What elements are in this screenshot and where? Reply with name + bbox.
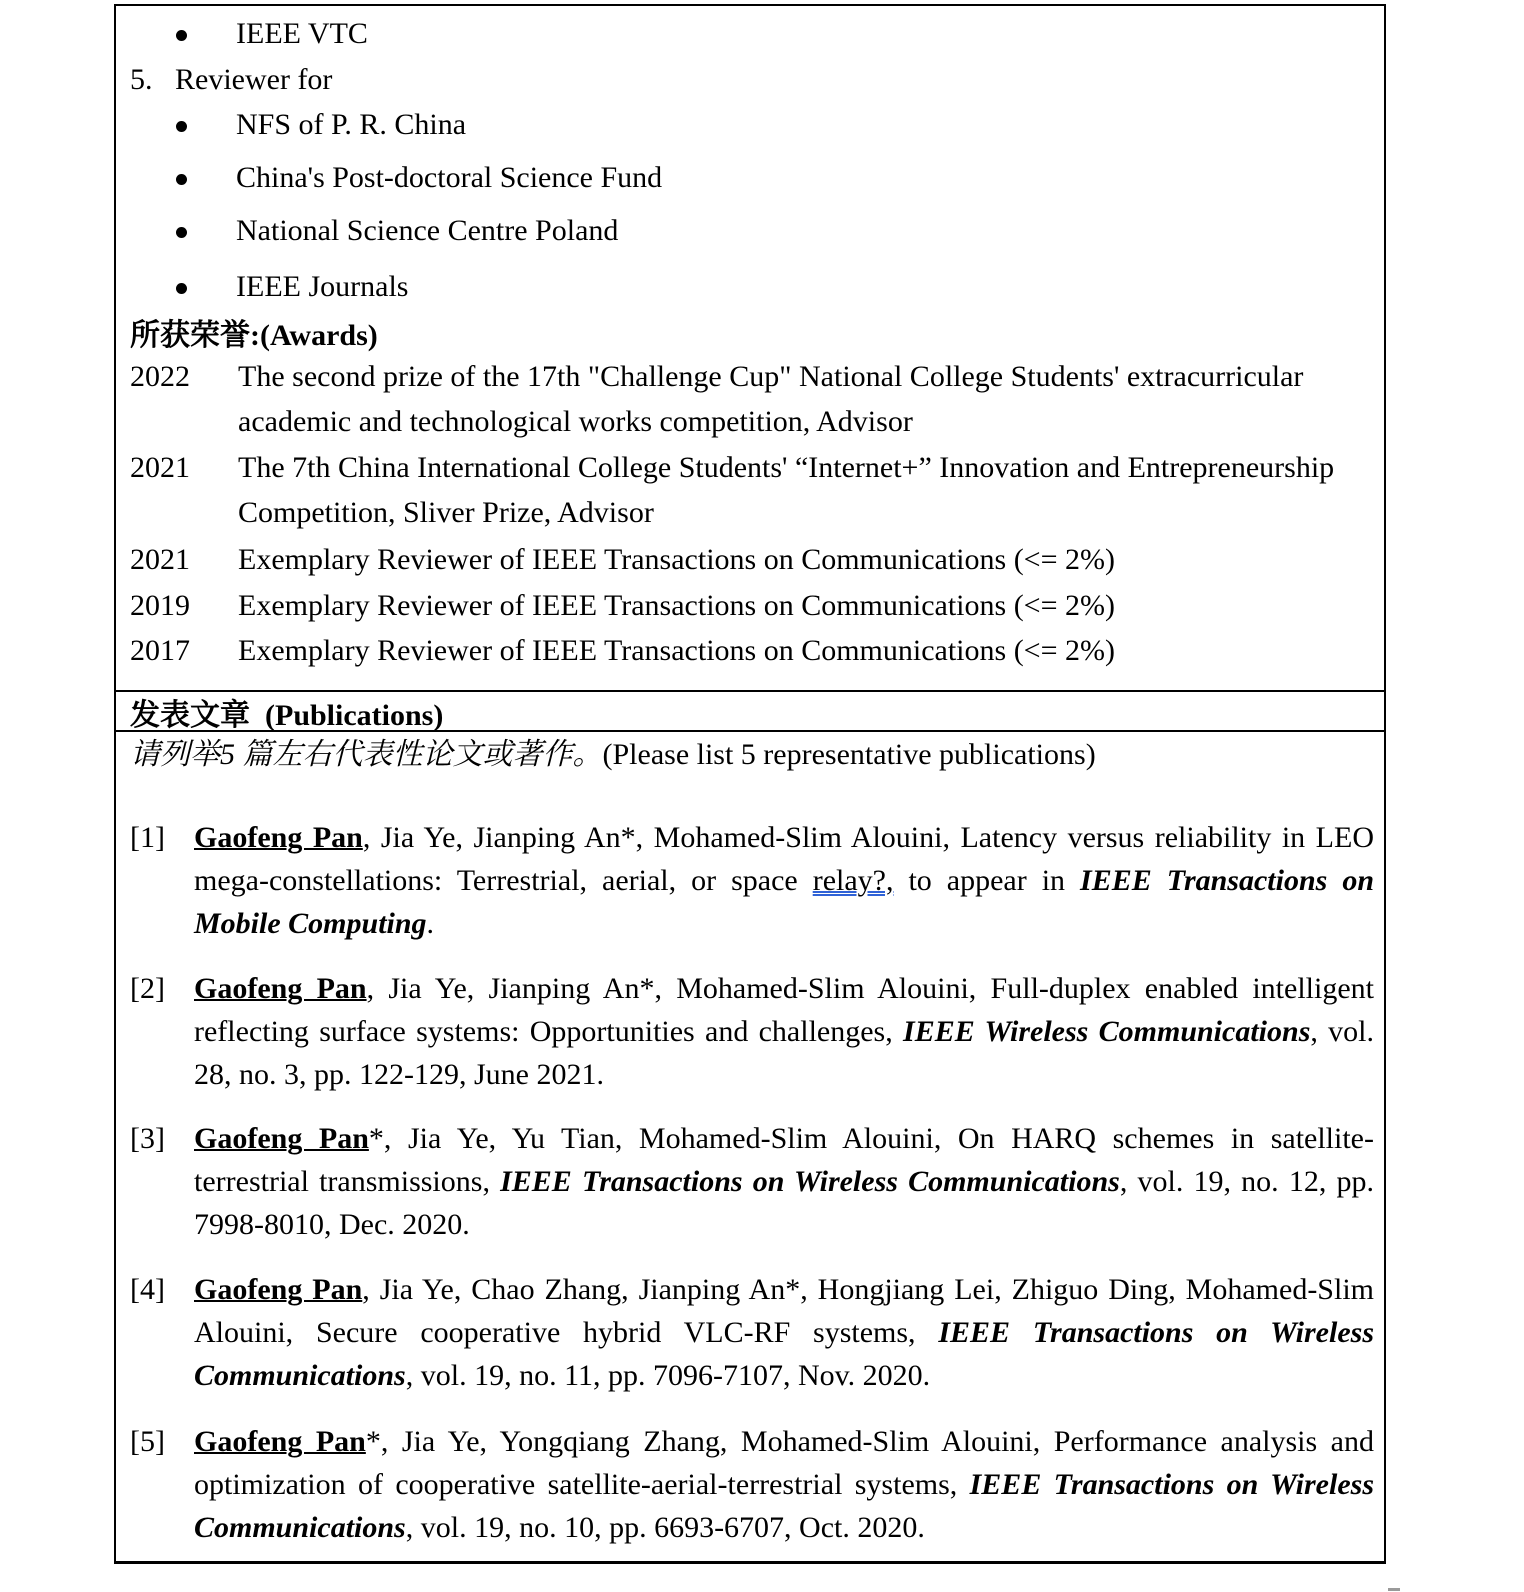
publication-item — [130, 1420, 1374, 1549]
instruction-en: (Please list 5 representative publications) — [602, 738, 1096, 771]
reviewer-item: China's Post-doctoral Science Fund — [236, 161, 663, 194]
publication-number: [3] — [130, 1122, 165, 1155]
author-name: Gaofeng Pan — [194, 1122, 369, 1155]
resize-handle[interactable] — [1388, 1588, 1400, 1591]
award-text: Exemplary Reviewer of IEEE Transactions on Communications (<= 2%) — [238, 589, 1116, 622]
document-table — [114, 4, 1386, 1564]
publication-venue: IEEE Transactions on Mobile Computing — [194, 864, 1375, 940]
instruction-cn: 请列举5 篇左右代表性论文或著作。 — [130, 738, 603, 771]
award-year: 2021 — [130, 451, 190, 484]
section-divider — [116, 730, 1384, 732]
awards-heading: 所获荣誉:(Awards) — [130, 319, 378, 352]
reviewer-item: IEEE Journals — [236, 270, 409, 303]
reviewer-label: Reviewer for — [175, 63, 333, 96]
bullet-icon — [176, 174, 187, 185]
publication-number: [4] — [130, 1273, 165, 1306]
publication-venue: IEEE Wireless Communications — [903, 1015, 1311, 1048]
award-text: The 7th China International College Students' “Internet+” Innovation and Entrepreneurship Competition, Sliver Prize, Advisor — [238, 451, 1335, 529]
publication-venue: IEEE Transactions on Wireless Communications — [500, 1165, 1120, 1198]
author-suffix: * — [368, 1122, 384, 1155]
award-year: 2021 — [130, 543, 190, 576]
publication-venue: IEEE Transactions on Wireless Communications — [194, 1468, 1374, 1544]
author-name: Gaofeng Pan — [194, 972, 367, 1005]
publication-tail: , vol. 28, no. 3, pp. 122-129, June 2021. — [194, 1015, 1374, 1091]
publication-tail: , vol. 19, no. 10, pp. 6693-6707, Oct. 2020. — [405, 1511, 925, 1544]
publication-venue: IEEE Transactions on Wireless Communications — [194, 1316, 1374, 1392]
publication-tail: , vol. 19, no. 12, pp. 7998-8010, Dec. 2020. — [194, 1165, 1374, 1241]
publication-number: [2] — [130, 972, 165, 1005]
award-year: 2017 — [130, 634, 190, 667]
bullet-icon — [176, 283, 187, 294]
service-item: IEEE VTC — [236, 17, 368, 50]
publication-details: , Jia Ye, Yu Tian, Mohamed-Slim Alouini, On HARQ schemes in satellite-terrestrial transmissions, — [194, 1122, 1374, 1198]
award-text: The second prize of the 17th "Challenge Cup" National College Students' extracurricular academic and technological works competition, Advisor — [238, 360, 1304, 438]
publication-item — [130, 816, 1374, 945]
publication-item — [130, 1117, 1374, 1246]
reviewer-number: 5. — [130, 63, 153, 96]
publication-details: , Jia Ye, Yongqiang Zhang, Mohamed-Slim Alouini, Performance analysis and optimization of cooperative satellite-aerial-terrestrial systems, — [194, 1425, 1374, 1501]
publication-tail: , vol. 19, no. 11, pp. 7096-7107, Nov. 2020. — [405, 1359, 931, 1392]
author-name: Gaofeng Pan — [194, 821, 363, 854]
award-text: Exemplary Reviewer of IEEE Transactions on Communications (<= 2%) — [238, 543, 1116, 576]
publication-details: , Jia Ye, Chao Zhang, Jianping An*, Hongjiang Lei, Zhiguo Ding, Mohamed-Slim Alouini, Secure cooperative hybrid VLC-RF systems, — [194, 1273, 1374, 1349]
publication-number: [1] — [130, 821, 165, 854]
author-name: Gaofeng Pan — [194, 1273, 363, 1306]
publication-tail: . — [426, 907, 435, 940]
publication-details: to appear in — [893, 864, 1081, 897]
award-year: 2022 — [130, 360, 190, 393]
publication-details: , Jia Ye, Jianping An*, Mohamed-Slim Alouini, Full-duplex enabled intelligent reflecting surface systems: Opportunities and challenges, — [194, 972, 1374, 1048]
publication-item — [130, 967, 1374, 1096]
bullet-icon — [176, 227, 187, 238]
section-divider — [116, 690, 1384, 692]
publication-details: , Jia Ye, Jianping An*, Mohamed-Slim Alouini, Latency versus reliability in LEO mega-constellations: Terrestrial, aerial, or space — [194, 821, 1374, 897]
publication-item — [130, 1268, 1374, 1397]
author-suffix: * — [365, 1425, 381, 1458]
bullet-icon — [176, 121, 187, 132]
spellcheck-flagged-word[interactable]: relay?, — [812, 864, 894, 897]
award-year: 2019 — [130, 589, 190, 622]
award-text: Exemplary Reviewer of IEEE Transactions on Communications (<= 2%) — [238, 634, 1116, 667]
publications-heading: 发表文章 (Publications) — [130, 699, 444, 732]
bullet-icon — [176, 30, 187, 41]
reviewer-item: National Science Centre Poland — [236, 214, 619, 247]
publications-instruction — [130, 737, 1096, 773]
reviewer-item: NFS of P. R. China — [236, 108, 467, 141]
author-name: Gaofeng Pan — [194, 1425, 366, 1458]
publication-number: [5] — [130, 1425, 165, 1458]
